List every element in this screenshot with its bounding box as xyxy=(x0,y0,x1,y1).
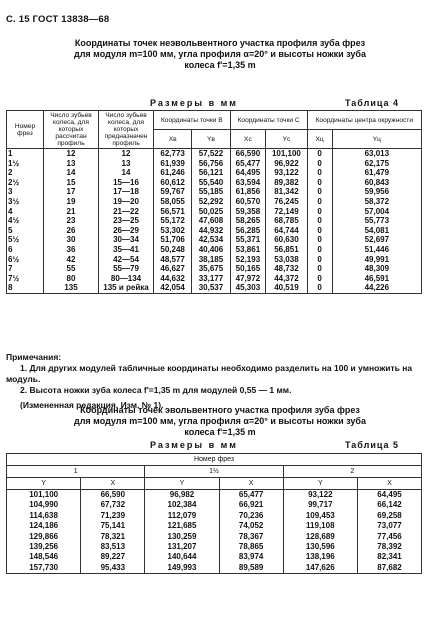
t5-cell: 157,730 xyxy=(7,563,81,574)
t5-cell: 112,079 xyxy=(145,511,219,521)
t5-col-x1: X xyxy=(81,478,145,490)
table4-number: Таблица 4 xyxy=(345,98,400,108)
t4-row xyxy=(7,216,422,226)
t4-cell: 23 xyxy=(44,216,99,226)
t4-cell: 13 xyxy=(44,159,99,169)
sizes-label-2: Размеры в мм xyxy=(150,440,238,450)
t4-row xyxy=(7,283,422,293)
t5-cell: 77,456 xyxy=(357,532,421,542)
t4-cell: 4 xyxy=(7,207,44,217)
t4-cell: 7½ xyxy=(7,274,44,284)
t4-cell: 58,372 xyxy=(332,197,421,207)
t5-cell: 69,258 xyxy=(357,511,421,521)
t4-cell: 52,292 xyxy=(192,197,230,207)
sizes-label: Размеры в мм xyxy=(150,98,238,108)
t4-cell: 12 xyxy=(99,149,154,159)
t4-cell: 48,309 xyxy=(332,264,421,274)
t4-row xyxy=(7,168,422,178)
t5-cell: 83,513 xyxy=(81,542,145,552)
t4-cell: 2 xyxy=(7,168,44,178)
t5-row xyxy=(7,532,422,542)
t4-cell: 57,522 xyxy=(192,149,230,159)
t4-cell: 4½ xyxy=(7,216,44,226)
t4-cell: 59,956 xyxy=(332,187,421,197)
col-xc: Xс xyxy=(230,130,266,149)
t4-cell: 50,025 xyxy=(192,207,230,217)
t4-cell: 26—29 xyxy=(99,226,154,236)
t5-cell: 70,236 xyxy=(219,511,283,521)
t4-row xyxy=(7,149,422,159)
t4-cell: 0 xyxy=(307,149,332,159)
table5-title-line3: колеса f'=1,35 m xyxy=(184,427,256,437)
t5-cell: 66,921 xyxy=(219,500,283,510)
t5-cell: 138,196 xyxy=(283,552,357,562)
t5-cell: 82,341 xyxy=(357,552,421,562)
t4-cell: 56,756 xyxy=(192,159,230,169)
t4-cell: 0 xyxy=(307,216,332,226)
t4-cell: 72,149 xyxy=(266,207,307,217)
t4-cell: 51,446 xyxy=(332,245,421,255)
t4-cell: 15 xyxy=(44,178,99,188)
t5-cell: 96,982 xyxy=(145,490,219,501)
t4-cell: 33,177 xyxy=(192,274,230,284)
col-xu: Xц xyxy=(307,130,332,149)
t4-cell: 53,861 xyxy=(230,245,266,255)
t4-row xyxy=(7,274,422,284)
t4-cell: 59,767 xyxy=(154,187,192,197)
t4-cell: 56,285 xyxy=(230,226,266,236)
t4-cell: 80—134 xyxy=(99,274,154,284)
t4-cell: 2½ xyxy=(7,178,44,188)
t5-cell: 78,392 xyxy=(357,542,421,552)
t4-cell: 47,972 xyxy=(230,274,266,284)
t4-cell: 38,185 xyxy=(192,255,230,265)
t4-cell: 101,100 xyxy=(266,149,307,159)
table5-title-line1: Координаты точек эвольвентного участка профиля зуба фрез xyxy=(80,405,360,415)
t4-cell: 0 xyxy=(307,187,332,197)
t4-cell: 53,302 xyxy=(154,226,192,236)
col-teeth-calc: Число зубьев колеса, для которых рассчитан профиль xyxy=(44,111,99,149)
t5-cell: 114,638 xyxy=(7,511,81,521)
t5-cell: 121,685 xyxy=(145,521,219,531)
table5-number: Таблица 5 xyxy=(345,440,400,450)
t5-cell: 75,141 xyxy=(81,521,145,531)
table-4 xyxy=(6,110,422,294)
t5-col-y3: Y xyxy=(283,478,357,490)
t5-cell: 119,108 xyxy=(283,521,357,531)
t5-group-1: 1 xyxy=(7,466,145,478)
t5-cell: 65,477 xyxy=(219,490,283,501)
col-teeth-range: Число зубьев колеса, для которых предназначен профиль xyxy=(99,111,154,149)
t4-cell: 44,632 xyxy=(154,274,192,284)
t5-cell: 87,682 xyxy=(357,563,421,574)
t4-cell: 1½ xyxy=(7,159,44,169)
t4-cell: 135 и рейка xyxy=(99,283,154,293)
t4-cell: 96,922 xyxy=(266,159,307,169)
col-yb: Yв xyxy=(192,130,230,149)
t4-cell: 76,245 xyxy=(266,197,307,207)
col-point-c: Координаты точки C xyxy=(230,111,307,130)
t5-cell: 95,433 xyxy=(81,563,145,574)
t4-cell: 89,382 xyxy=(266,178,307,188)
t4-cell: 35,675 xyxy=(192,264,230,274)
t4-cell: 64,744 xyxy=(266,226,307,236)
t4-cell: 58,055 xyxy=(154,197,192,207)
t5-col-x3: X xyxy=(357,478,421,490)
t4-cell: 55,172 xyxy=(154,216,192,226)
t4-cell: 3 xyxy=(7,187,44,197)
col-yc: Yс xyxy=(266,130,307,149)
note-1: 1. Для других модулей табличные координаты необходимо разделить на 100 и умножить на модуль. xyxy=(6,363,413,384)
t4-cell: 0 xyxy=(307,159,332,169)
col-center: Координаты центра окружности xyxy=(307,111,421,130)
t4-cell: 64,495 xyxy=(230,168,266,178)
t5-cell: 149,993 xyxy=(145,563,219,574)
t4-cell: 35—41 xyxy=(99,245,154,255)
t4-cell: 56,851 xyxy=(266,245,307,255)
t5-cell: 83,974 xyxy=(219,552,283,562)
t5-cell: 130,259 xyxy=(145,532,219,542)
t4-cell: 30,537 xyxy=(192,283,230,293)
table4-title-line3: колеса f'=1,35 m xyxy=(184,60,256,70)
t5-cell: 71,239 xyxy=(81,511,145,521)
table5-title-line2: для модуля m=100 мм, угла профиля α=20° и высоты ножки зуба xyxy=(73,416,366,426)
t5-cell: 78,367 xyxy=(219,532,283,542)
t4-cell: 55,185 xyxy=(192,187,230,197)
t4-cell: 0 xyxy=(307,255,332,265)
t4-cell: 8 xyxy=(7,283,44,293)
t4-cell: 0 xyxy=(307,197,332,207)
t4-cell: 0 xyxy=(307,245,332,255)
note-2: 2. Высота ножки зуба колеса f'=1,35 m для модулей 0,55 — 1 мм. xyxy=(20,385,292,395)
table4-title-line2: для модуля m=100 мм, угла профиля α=20° и высоты ножки зуба xyxy=(73,49,366,59)
t4-cell: 1 xyxy=(7,149,44,159)
t4-cell: 0 xyxy=(307,235,332,245)
t5-cell: 140,644 xyxy=(145,552,219,562)
t5-col-y2: Y xyxy=(145,478,219,490)
t4-cell: 61,246 xyxy=(154,168,192,178)
t5-cell: 104,990 xyxy=(7,500,81,510)
t4-cell: 47,608 xyxy=(192,216,230,226)
t4-cell: 52,193 xyxy=(230,255,266,265)
t4-cell: 54,081 xyxy=(332,226,421,236)
t4-cell: 61,856 xyxy=(230,187,266,197)
t5-cell: 89,227 xyxy=(81,552,145,562)
t4-cell: 0 xyxy=(307,283,332,293)
t4-row xyxy=(7,207,422,217)
t5-row xyxy=(7,552,422,562)
t4-cell: 7 xyxy=(7,264,44,274)
t4-cell: 59,358 xyxy=(230,207,266,217)
page-header: С. 15 ГОСТ 13838—68 xyxy=(6,14,110,25)
t4-cell: 80 xyxy=(44,274,99,284)
t4-cell: 81,342 xyxy=(266,187,307,197)
t4-cell: 60,612 xyxy=(154,178,192,188)
t4-row xyxy=(7,264,422,274)
t4-cell: 93,122 xyxy=(266,168,307,178)
t5-cell: 101,100 xyxy=(7,490,81,501)
table-5 xyxy=(6,453,422,574)
t4-cell: 55,773 xyxy=(332,216,421,226)
t4-cell: 56,121 xyxy=(192,168,230,178)
t4-row xyxy=(7,255,422,265)
t4-cell: 0 xyxy=(307,168,332,178)
t4-cell: 0 xyxy=(307,274,332,284)
notes-title: Примечания: xyxy=(6,352,62,362)
t4-cell: 40,519 xyxy=(266,283,307,293)
t5-cell: 131,207 xyxy=(145,542,219,552)
t4-cell: 50,248 xyxy=(154,245,192,255)
col-point-b: Координаты точки B xyxy=(154,111,231,130)
t4-row xyxy=(7,178,422,188)
t4-cell: 48,732 xyxy=(266,264,307,274)
t4-cell: 46,627 xyxy=(154,264,192,274)
col-yu: Yц xyxy=(332,130,421,149)
t4-cell: 26 xyxy=(44,226,99,236)
t4-cell: 30—34 xyxy=(99,235,154,245)
t4-row xyxy=(7,197,422,207)
t4-cell: 42—54 xyxy=(99,255,154,265)
t5-row xyxy=(7,521,422,531)
t5-group-2: 2 xyxy=(283,466,421,478)
t4-cell: 44,226 xyxy=(332,283,421,293)
t5-cell: 74,052 xyxy=(219,521,283,531)
t4-cell: 44,932 xyxy=(192,226,230,236)
t5-row xyxy=(7,511,422,521)
t4-cell: 60,630 xyxy=(266,235,307,245)
t4-cell: 23—25 xyxy=(99,216,154,226)
t5-cell: 93,122 xyxy=(283,490,357,501)
t4-cell: 0 xyxy=(307,178,332,188)
t4-cell: 5½ xyxy=(7,235,44,245)
t4-cell: 63,013 xyxy=(332,149,421,159)
t5-cell: 128,689 xyxy=(283,532,357,542)
t4-cell: 45,303 xyxy=(230,283,266,293)
table4-title-line1: Координаты точек неэвольвентного участка профиля зуба фрез xyxy=(74,38,366,48)
t4-cell: 49,991 xyxy=(332,255,421,265)
t5-row xyxy=(7,563,422,574)
t5-col-nomer: Номер фрез xyxy=(7,454,422,466)
t4-cell: 55,540 xyxy=(192,178,230,188)
t4-cell: 135 xyxy=(44,283,99,293)
col-nomer: Номер фрез xyxy=(7,111,44,149)
t4-cell: 30 xyxy=(44,235,99,245)
t4-cell: 12 xyxy=(44,149,99,159)
t4-cell: 21—22 xyxy=(99,207,154,217)
t4-cell: 66,590 xyxy=(230,149,266,159)
t5-cell: 64,495 xyxy=(357,490,421,501)
t4-cell: 48,577 xyxy=(154,255,192,265)
t4-cell: 6½ xyxy=(7,255,44,265)
t4-cell: 17 xyxy=(44,187,99,197)
t5-group-1-5: 1½ xyxy=(145,466,283,478)
t4-cell: 40,406 xyxy=(192,245,230,255)
t5-cell: 129,866 xyxy=(7,532,81,542)
t4-cell: 63,594 xyxy=(230,178,266,188)
col-xb: Xв xyxy=(154,130,192,149)
t5-cell: 130,596 xyxy=(283,542,357,552)
t4-cell: 62,773 xyxy=(154,149,192,159)
t4-cell: 44,372 xyxy=(266,274,307,284)
edition-note: (Измененная редакция, Изм. № 1). xyxy=(20,400,164,410)
t5-cell: 66,142 xyxy=(357,500,421,510)
t4-row xyxy=(7,187,422,197)
t4-cell: 5 xyxy=(7,226,44,236)
t4-cell: 65,477 xyxy=(230,159,266,169)
t5-cell: 78,865 xyxy=(219,542,283,552)
t4-cell: 56,571 xyxy=(154,207,192,217)
t4-cell: 58,265 xyxy=(230,216,266,226)
t4-cell: 46,591 xyxy=(332,274,421,284)
t4-cell: 55 xyxy=(44,264,99,274)
t4-cell: 60,570 xyxy=(230,197,266,207)
t5-cell: 124,186 xyxy=(7,521,81,531)
t4-cell: 14 xyxy=(44,168,99,178)
t5-cell: 73,077 xyxy=(357,521,421,531)
t5-cell: 66,590 xyxy=(81,490,145,501)
t4-cell: 61,939 xyxy=(154,159,192,169)
t5-row xyxy=(7,500,422,510)
t4-cell: 42 xyxy=(44,255,99,265)
t5-row xyxy=(7,542,422,552)
t4-cell: 55,371 xyxy=(230,235,266,245)
t4-cell: 19—20 xyxy=(99,197,154,207)
t4-cell: 42,534 xyxy=(192,235,230,245)
t4-cell: 36 xyxy=(44,245,99,255)
t5-row xyxy=(7,490,422,501)
t5-cell: 67,732 xyxy=(81,500,145,510)
t5-cell: 102,384 xyxy=(145,500,219,510)
t4-cell: 13 xyxy=(99,159,154,169)
t4-cell: 19 xyxy=(44,197,99,207)
t5-col-y1: Y xyxy=(7,478,81,490)
t5-cell: 109,453 xyxy=(283,511,357,521)
t5-cell: 139,256 xyxy=(7,542,81,552)
t4-cell: 0 xyxy=(307,226,332,236)
t5-cell: 78,321 xyxy=(81,532,145,542)
t4-row xyxy=(7,235,422,245)
t5-col-x2: X xyxy=(219,478,283,490)
t4-cell: 57,004 xyxy=(332,207,421,217)
t4-cell: 52,697 xyxy=(332,235,421,245)
t4-cell: 61,479 xyxy=(332,168,421,178)
t5-cell: 89,589 xyxy=(219,563,283,574)
t4-cell: 0 xyxy=(307,264,332,274)
t4-cell: 6 xyxy=(7,245,44,255)
t5-cell: 99,717 xyxy=(283,500,357,510)
t4-cell: 21 xyxy=(44,207,99,217)
t5-cell: 147,626 xyxy=(283,563,357,574)
t4-cell: 15—16 xyxy=(99,178,154,188)
t4-cell: 62,175 xyxy=(332,159,421,169)
t4-cell: 3½ xyxy=(7,197,44,207)
t4-row xyxy=(7,226,422,236)
t5-cell: 148,546 xyxy=(7,552,81,562)
t4-cell: 17—18 xyxy=(99,187,154,197)
t4-cell: 55—79 xyxy=(99,264,154,274)
t4-cell: 42,054 xyxy=(154,283,192,293)
t4-cell: 50,165 xyxy=(230,264,266,274)
notes xyxy=(6,352,418,411)
t4-cell: 60,843 xyxy=(332,178,421,188)
t4-cell: 51,706 xyxy=(154,235,192,245)
t4-cell: 53,038 xyxy=(266,255,307,265)
t4-cell: 0 xyxy=(307,207,332,217)
t4-cell: 68,785 xyxy=(266,216,307,226)
t4-cell: 14 xyxy=(99,168,154,178)
t4-row xyxy=(7,245,422,255)
t4-row xyxy=(7,159,422,169)
